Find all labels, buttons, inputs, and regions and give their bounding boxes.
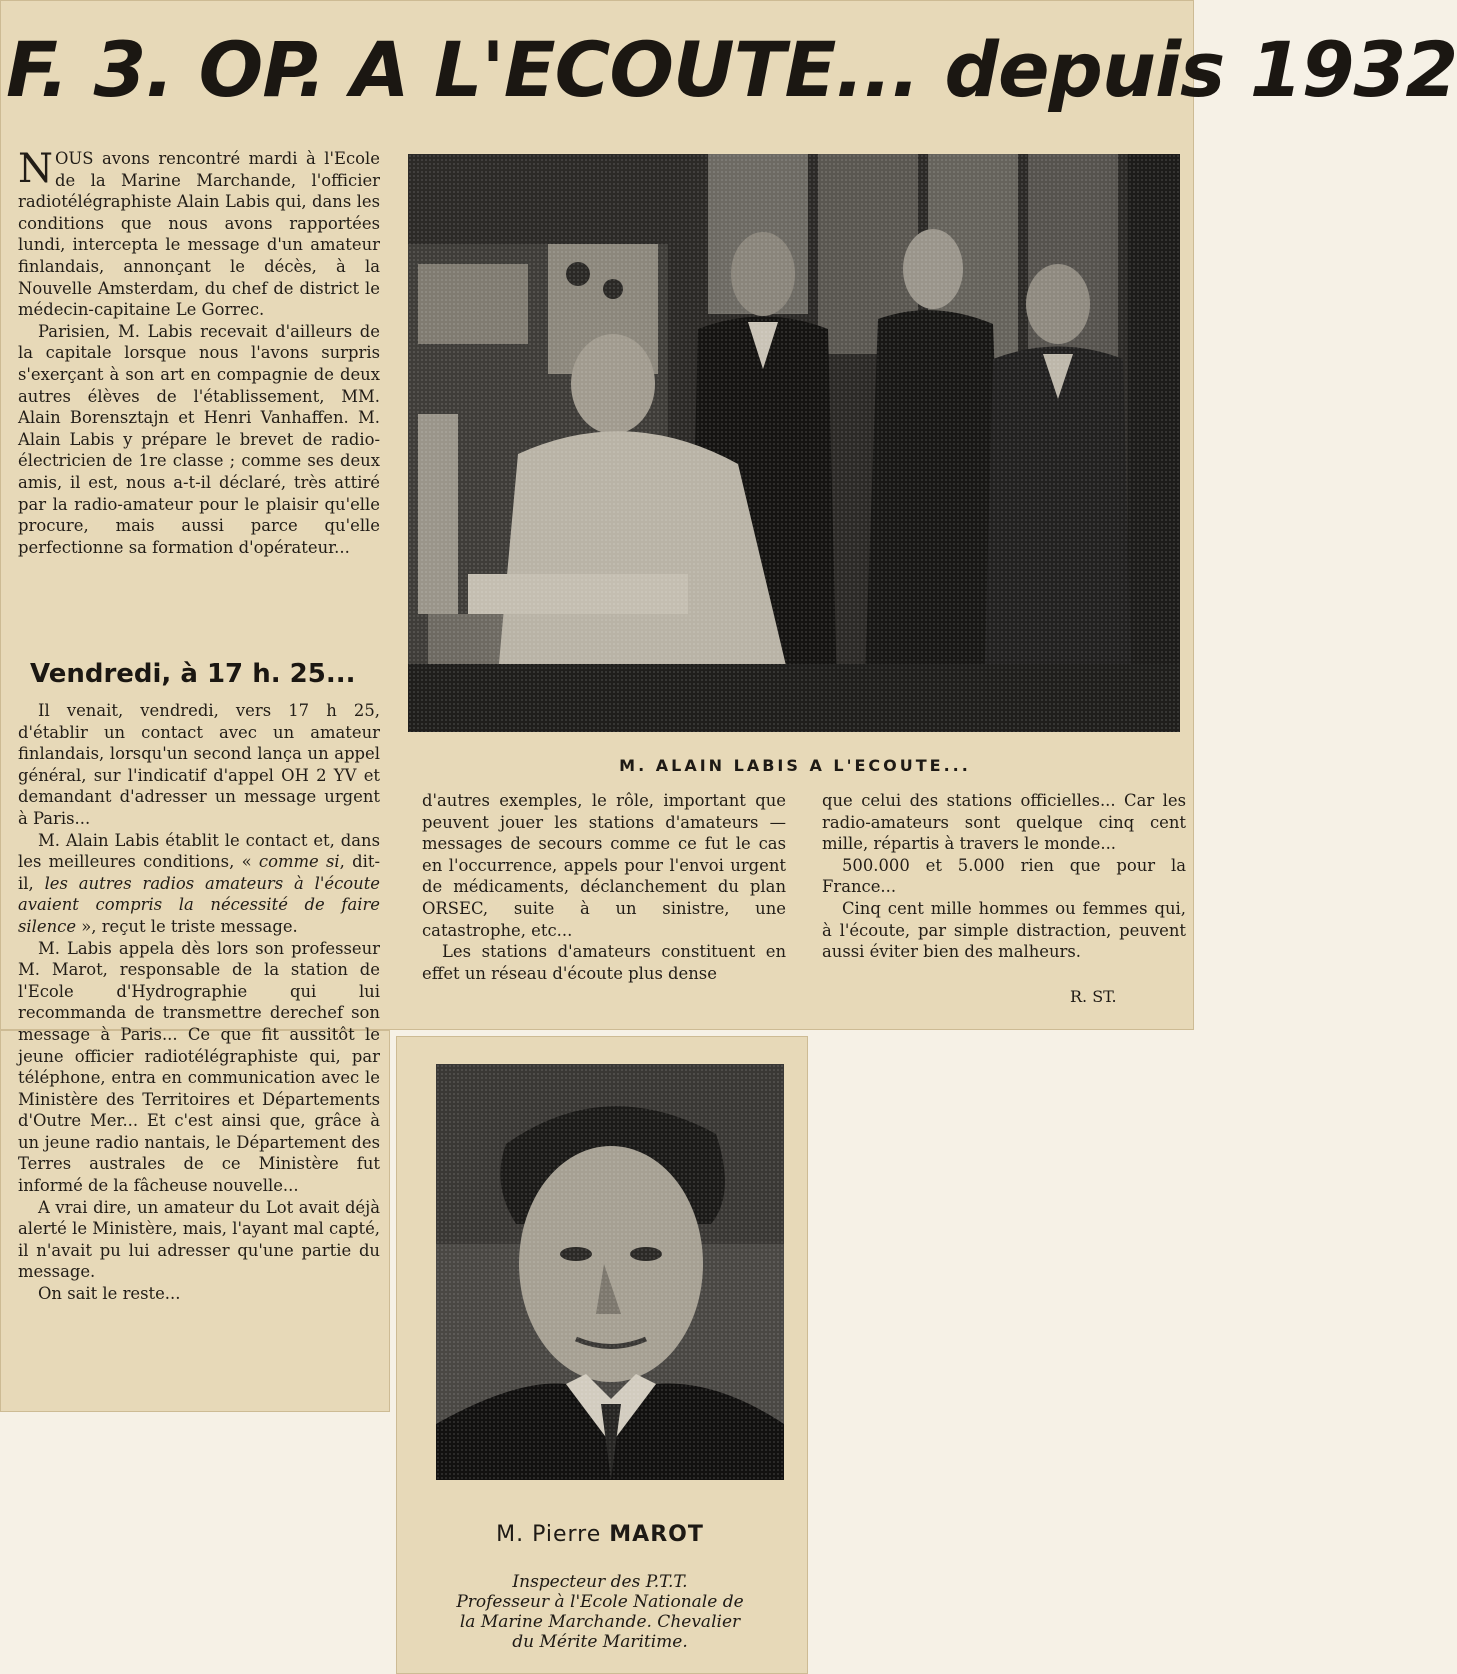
portrait-title [412, 1572, 788, 1652]
title-line: du Mérite Maritime. [512, 1632, 688, 1652]
col3-paragraph-1: que celui des stations officielles... Car les radio-amateurs sont quelque cinq cent mille, répartis à travers le monde... [822, 791, 1186, 854]
paragraph-5: M. Labis appela dès lors son professeur M. Marot, responsable de la station de l'Ecole d'Hydrographie qui lui recommanda de transmettre derechef son message à Paris... Ce que fit aussitôt le jeune officier radiotélégraphiste qui, par téléphone, entra en communication avec le Ministère des Territoires et Départements d'Outre Mer... Et c'est ainsi que, grâce à un jeune radio nantais, le Département des Terres australes de ce Ministère fut informé de la fâcheuse nouvelle... [18, 938, 380, 1196]
photo-portrait [436, 1064, 784, 1480]
paragraph-6: A vrai dire, un amateur du Lot avait déjà alerté le Ministère, mais, l'ayant mal capté, il n'avait pu lui adresser qu'une partie du message. [18, 1197, 380, 1282]
signature: R. ST. [1070, 987, 1117, 1006]
intro-paragraph: NOUS avons rencontré mardi à l'Ecole de la Marine Marchande, l'officier radiotélégraphiste Alain Labis qui, dans les conditions que nous avons rapportées lundi, intercepta le message d'un amateur finlandais, annonçant le décès, à la Nouvelle Amsterdam, du chef de district le médecin-capitaine Le Gorrec. [18, 146, 380, 320]
portrait-image [436, 1064, 784, 1480]
title-line: la Marine Marchande. Chevalier [459, 1612, 741, 1632]
photo-caption: M. ALAIN LABIS A L'ECOUTE... [619, 756, 971, 775]
article-column-3 [822, 790, 1186, 963]
paragraph-4: M. Alain Labis établit le contact et, dans les meilleures conditions, « comme si, dit-il, les autres radios amateurs à l'écoute avaient compris la nécessité de faire silence », reçut le triste message. [18, 830, 381, 936]
article-left-column [18, 148, 380, 558]
paragraph-2: Parisien, M. Labis recevait d'ailleurs de la capitale lorsque nous l'avons surpris s'exerçant à son art en compagnie de deux autres élèves de l'établissement, MM. Alain Borensztajn et Henri Vanhaffen. M. Alain Labis y prépare le brevet de radio-électricien de 1re classe ; comme ses deux amis, il est, nous a-t-il déclaré, très attiré par la radio-amateur pour le plaisir qu'elle procure, mais aussi parce qu'elle perfectionne sa formation d'opérateur... [18, 321, 380, 557]
photo-image [408, 154, 1180, 732]
drop-cap: N [18, 146, 53, 192]
headline: F. 3. OP. A L'ECOUTE... depuis 1932 [6, 25, 1457, 114]
article-left-column-continued [18, 700, 380, 1305]
col2-paragraph-1: d'autres exemples, le rôle, important que peuvent jouer les stations d'amateurs — messages de secours comme ce fut le cas en l'occurrence, appels pour l'envoi urgent de médicaments, déclanchement du plan ORSEC, suite à un sinistre, une catastrophe, etc... [422, 791, 786, 940]
subhead: Vendredi, à 17 h. 25... [30, 659, 356, 689]
col3-paragraph-3: Cinq cent mille hommes ou femmes qui, à l'écoute, par simple distraction, peuvent aussi éviter bien des malheurs. [822, 898, 1186, 962]
paragraph-3: Il venait, vendredi, vers 17 h 25, d'établir un contact avec un amateur finlandais, lorsqu'un second lança un appel général, sur l'indicatif d'appel OH 2 YV et demandant d'adresser un message urgent à Paris... [18, 701, 380, 828]
photo-radio-station [408, 154, 1180, 732]
col3-paragraph-2: 500.000 et 5.000 rien que pour la France... [822, 855, 1186, 897]
col2-paragraph-2: Les stations d'amateurs constituent en effet un réseau d'écoute plus dense [422, 942, 786, 983]
article-column-2 [422, 790, 786, 984]
title-line: Inspecteur des P.T.T. [512, 1572, 688, 1592]
title-line: Professeur à l'Ecole Nationale de [456, 1592, 744, 1612]
portrait-name: M. Pierre MAROT [496, 1522, 704, 1547]
paragraph-7: On sait le reste... [38, 1284, 181, 1304]
